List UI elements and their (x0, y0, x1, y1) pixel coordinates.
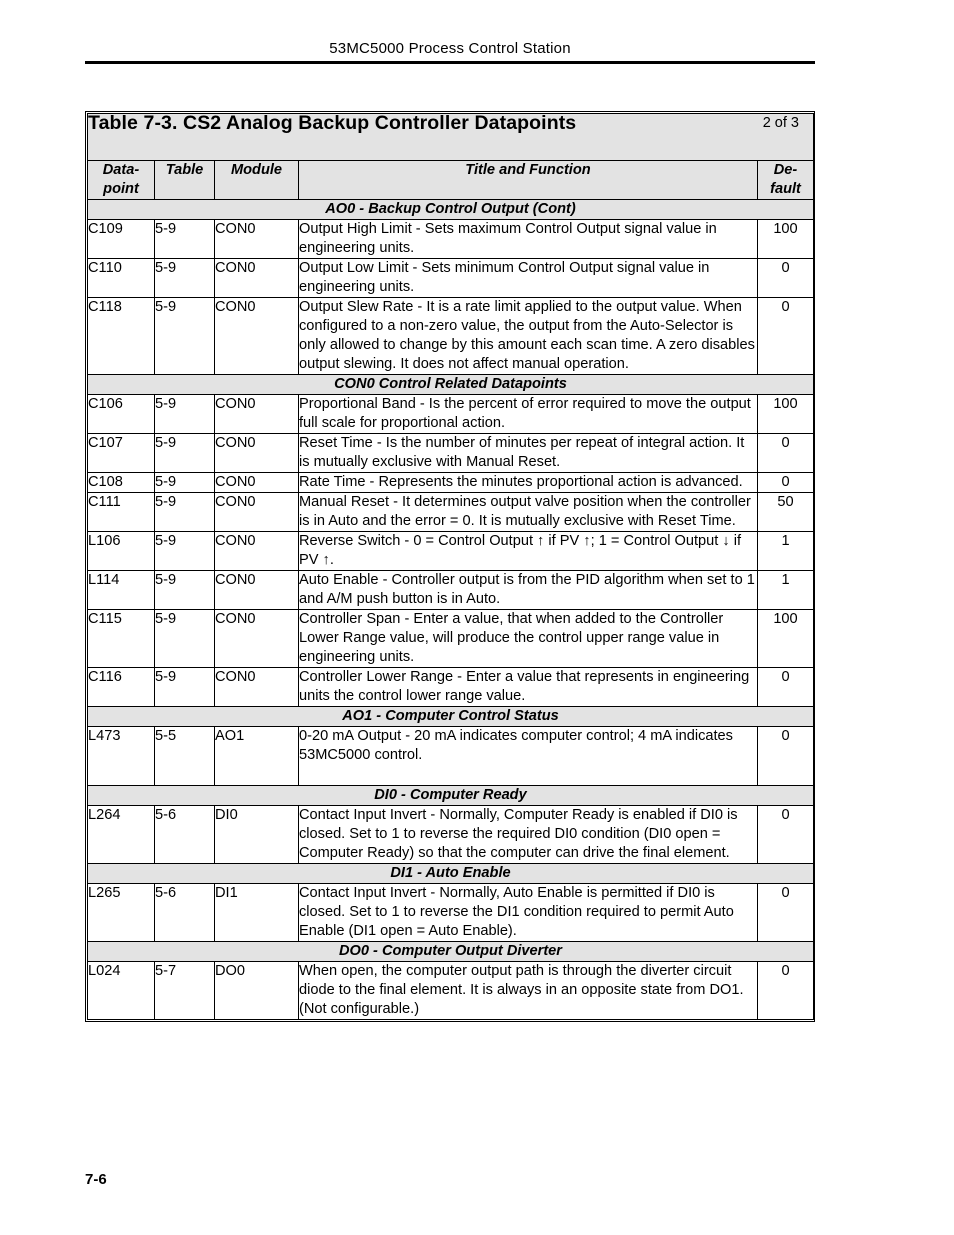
title-function-cell: When open, the computer output path is through the diverter circuit diode to the final element. It is always in an opposite state from DO1. (Not configurable.) (299, 962, 758, 1020)
module-cell: CON0 (215, 493, 299, 532)
default-cell: 0 (758, 298, 814, 375)
table-body (88, 200, 814, 1020)
table-ref-cell: 5-9 (155, 434, 215, 473)
table-ref-cell: 5-7 (155, 962, 215, 1020)
title-function-cell: Controller Span - Enter a value, that when added to the Controller Lower Range value, will produce the control upper range value in engineering units. (299, 610, 758, 668)
default-cell: 0 (758, 727, 814, 786)
module-cell: CON0 (215, 473, 299, 493)
table-row (88, 395, 814, 434)
col-header-module: Module (215, 161, 299, 200)
table-row (88, 727, 814, 786)
title-function-cell: Contact Input Invert - Normally, Computer Ready is enabled if DI0 is closed. Set to 1 to reverse the required DI0 condition (DI0 open = Computer Ready) so that the computer can drive the final element. (299, 806, 758, 864)
section-title: DO0 - Computer Output Diverter (88, 942, 814, 962)
table-title: Table 7-3. CS2 Analog Backup Controller Datapoints (88, 112, 577, 134)
section-title: CON0 Control Related Datapoints (88, 375, 814, 395)
table-row (88, 473, 814, 493)
table-ref-cell: 5-5 (155, 727, 215, 786)
datapoint-cell: C107 (88, 434, 155, 473)
table-row (88, 884, 814, 942)
table-row (88, 668, 814, 707)
table-ref-cell: 5-9 (155, 493, 215, 532)
table-ref-cell: 5-6 (155, 806, 215, 864)
default-cell: 100 (758, 610, 814, 668)
table-ref-cell: 5-9 (155, 571, 215, 610)
section-title: DI1 - Auto Enable (88, 864, 814, 884)
table-ref-cell: 5-9 (155, 473, 215, 493)
datapoint-cell: L024 (88, 962, 155, 1020)
section-header-row (88, 786, 814, 806)
table-row (88, 298, 814, 375)
table-ref-cell: 5-9 (155, 610, 215, 668)
module-cell: CON0 (215, 610, 299, 668)
section-title: AO0 - Backup Control Output (Cont) (88, 200, 814, 220)
datapoint-cell: C106 (88, 395, 155, 434)
module-cell: AO1 (215, 727, 299, 786)
module-cell: CON0 (215, 259, 299, 298)
default-cell: 100 (758, 220, 814, 259)
title-function-cell: Auto Enable - Controller output is from the PID algorithm when set to 1 and A/M push button is in Auto. (299, 571, 758, 610)
table-page-count: 2 of 3 (762, 115, 799, 131)
section-header-row (88, 864, 814, 884)
default-cell: 0 (758, 473, 814, 493)
title-function-cell: Contact Input Invert - Normally, Auto Enable is permitted if DI0 is closed. Set to 1 to reverse the DI1 condition required to permit Auto Enable (DI1 open = Auto Enable). (299, 884, 758, 942)
module-cell: DO0 (215, 962, 299, 1020)
title-function-cell: Manual Reset - It determines output valve position when the controller is in Auto and the error = 0. It is mutually exclusive with Reset Time. (299, 493, 758, 532)
module-cell: CON0 (215, 434, 299, 473)
module-cell: DI1 (215, 884, 299, 942)
title-function-cell: Controller Lower Range - Enter a value that represents in engineering units the control lower range value. (299, 668, 758, 707)
title-function-cell: Output High Limit - Sets maximum Control Output signal value in engineering units. (299, 220, 758, 259)
datapoint-cell: L264 (88, 806, 155, 864)
title-function-cell: Output Slew Rate - It is a rate limit applied to the output value. When configured to a non-zero value, the output from the Auto-Selector is only allowed to change by this amount each scan time. A zero disables output slewing. It does not affect manual operation. (299, 298, 758, 375)
module-cell: CON0 (215, 298, 299, 375)
title-function-cell: Reset Time - Is the number of minutes per repeat of integral action. It is mutually exclusive with Manual Reset. (299, 434, 758, 473)
table-row (88, 493, 814, 532)
default-cell: 1 (758, 571, 814, 610)
table-row (88, 610, 814, 668)
column-header-row (88, 161, 814, 200)
datapoint-cell: C115 (88, 610, 155, 668)
default-cell: 0 (758, 259, 814, 298)
section-header-row (88, 707, 814, 727)
table-row (88, 220, 814, 259)
datapoint-cell: C108 (88, 473, 155, 493)
table-ref-cell: 5-9 (155, 298, 215, 375)
section-header-row (88, 375, 814, 395)
table-ref-cell: 5-9 (155, 259, 215, 298)
default-cell: 0 (758, 884, 814, 942)
module-cell: CON0 (215, 571, 299, 610)
module-cell: CON0 (215, 395, 299, 434)
title-function-cell: Output Low Limit - Sets minimum Control Output signal value in engineering units. (299, 259, 758, 298)
default-cell: 0 (758, 806, 814, 864)
table-ref-cell: 5-9 (155, 220, 215, 259)
title-function-cell: Rate Time - Represents the minutes proportional action is advanced. (299, 473, 758, 493)
running-header: 53MC5000 Process Control Station (329, 40, 571, 57)
datapoint-cell: C110 (88, 259, 155, 298)
table-ref-cell: 5-9 (155, 532, 215, 571)
datapoint-cell: C111 (88, 493, 155, 532)
module-cell: DI0 (215, 806, 299, 864)
header-rule (85, 61, 815, 64)
default-cell: 100 (758, 395, 814, 434)
module-cell: CON0 (215, 532, 299, 571)
col-header-default: De- fault (758, 161, 814, 200)
default-cell: 0 (758, 434, 814, 473)
module-cell: CON0 (215, 220, 299, 259)
table-row (88, 434, 814, 473)
title-function-cell: Reverse Switch - 0 = Control Output ↑ if PV ↑; 1 = Control Output ↓ if PV ↑. (299, 532, 758, 571)
datapoint-cell: L114 (88, 571, 155, 610)
title-function-cell: 0-20 mA Output - 20 mA indicates computer control; 4 mA indicates 53MC5000 control. (299, 727, 758, 786)
datapoints-table-frame (85, 111, 815, 1022)
module-cell: CON0 (215, 668, 299, 707)
col-header-datapoint: Data- point (88, 161, 155, 200)
default-cell: 1 (758, 532, 814, 571)
datapoint-cell: C116 (88, 668, 155, 707)
page-number: 7-6 (85, 1171, 107, 1188)
datapoints-table (87, 113, 814, 1020)
table-ref-cell: 5-9 (155, 668, 215, 707)
datapoint-cell: L473 (88, 727, 155, 786)
table-ref-cell: 5-9 (155, 395, 215, 434)
col-header-title-function: Title and Function (299, 161, 758, 200)
title-function-cell: Proportional Band - Is the percent of error required to move the output full scale for proportional action. (299, 395, 758, 434)
datapoint-cell: L265 (88, 884, 155, 942)
default-cell: 0 (758, 962, 814, 1020)
table-row (88, 571, 814, 610)
section-header-row (88, 942, 814, 962)
table-row (88, 259, 814, 298)
col-header-table: Table (155, 161, 215, 200)
datapoint-cell: C118 (88, 298, 155, 375)
table-ref-cell: 5-6 (155, 884, 215, 942)
table-row (88, 806, 814, 864)
default-cell: 50 (758, 493, 814, 532)
datapoint-cell: L106 (88, 532, 155, 571)
table-title-row (88, 114, 814, 161)
table-row (88, 532, 814, 571)
default-cell: 0 (758, 668, 814, 707)
datapoint-cell: C109 (88, 220, 155, 259)
table-row (88, 962, 814, 1020)
section-title: DI0 - Computer Ready (88, 786, 814, 806)
section-title: AO1 - Computer Control Status (88, 707, 814, 727)
section-header-row (88, 200, 814, 220)
